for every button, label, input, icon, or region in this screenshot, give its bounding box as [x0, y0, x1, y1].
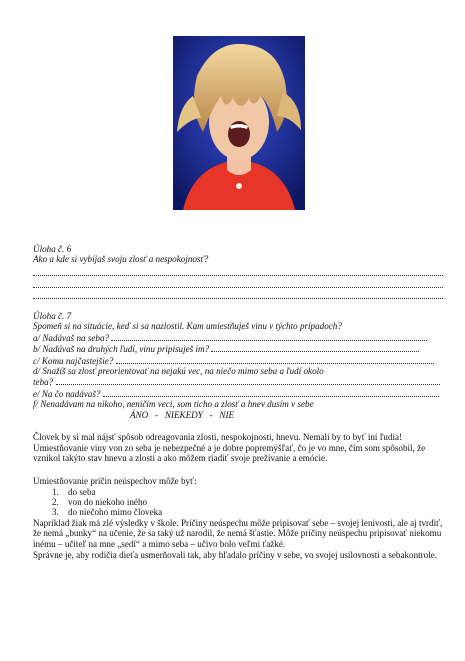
task6-title: Úloha č. 6 [33, 244, 72, 254]
paragraph-3: Správne je, aby rodičia dieťa usmerňovali tak, aby hľadalo príčiny v sebe, vo svojej usilovnosti a sebakontrole. [33, 549, 438, 560]
answer-line[interactable] [111, 332, 427, 341]
task7-item-b: b/ Nadávaš na druhých ľudí, vinu pripisuješ im? [33, 343, 443, 354]
task7-item-c: c/ Komu najčastejšie? [33, 355, 443, 366]
list-item: 2. von do niekoho iného [52, 496, 148, 507]
paragraph-1: Človek by si mal nájsť spôsob odreagovania zlosti, nespokojnosti, hnevu. Nemali by to byť iní ľudia! Umiestňovanie viny von zo seba je nebezpečné a je dobre popremýšľať, čo je vo mne, čím som spôsobil, že vznikol takýto stav hnevu a zlosti a ako môžem riadiť svoje prežívanie a emócie. [33, 432, 426, 464]
list-intro: Umiestňovanie príčin neúspechov môže byť: [33, 476, 197, 487]
answer-line[interactable] [211, 343, 419, 352]
task7-item-f: f/ Nenadávam na nikoho, neničím veci, som ticho a zlosť a hnev dusím v sebe [33, 399, 314, 410]
answer-line[interactable] [56, 376, 440, 385]
answer-line[interactable] [33, 276, 443, 287]
cause-list [33, 487, 443, 518]
task6-question: Ako a kde si vybíjaš svoju zlosť a nespokojnosť? [33, 254, 209, 265]
screaming-woman-photo [173, 36, 305, 210]
task7-item-d-cont: teba? [33, 376, 443, 387]
task7-item-a: a/ Nadávaš na seba? [33, 332, 443, 343]
answer-scale: ÁNO - NIEKEDY - NIE [130, 409, 235, 420]
answer-line[interactable] [33, 265, 443, 276]
list-item: 3. do niečoho mimo človeka [52, 507, 163, 518]
task7-item-d: d/ Snažíš sa zlosť preorientovať na nejakú vec, na niečo mimo seba a ľudí okolo [33, 366, 324, 377]
answer-line[interactable] [103, 388, 439, 397]
task7-item-e: e/ Na čo nadávaš? [33, 388, 443, 399]
worksheet-body [33, 244, 443, 561]
task7-title: Úloha č. 7 [33, 310, 72, 321]
answer-line[interactable] [33, 288, 443, 299]
list-item: 1. do seba [52, 486, 96, 497]
answer-line[interactable] [116, 355, 434, 364]
paragraph-2: Napríklad žiak má zlé výsledky v škole. Príčiny neúspechu môže pripisovať sebe – svojej lenivosti, ale aj tvrdiť, že nemá „bunky“ na učenie, že sa taký už narodil, že nemá šťastie. Môže príčiny neúspechu pripisovať niekomu inému – učiteľ na mne „sedí“ a mimo seba – učivo bolo veľmi ťažké. [33, 517, 443, 550]
task7-intro: Spomeň si na situácie, keď si sa nazlostil. Kam umiestňuješ vinu v týchto prípadoch? [33, 321, 342, 332]
